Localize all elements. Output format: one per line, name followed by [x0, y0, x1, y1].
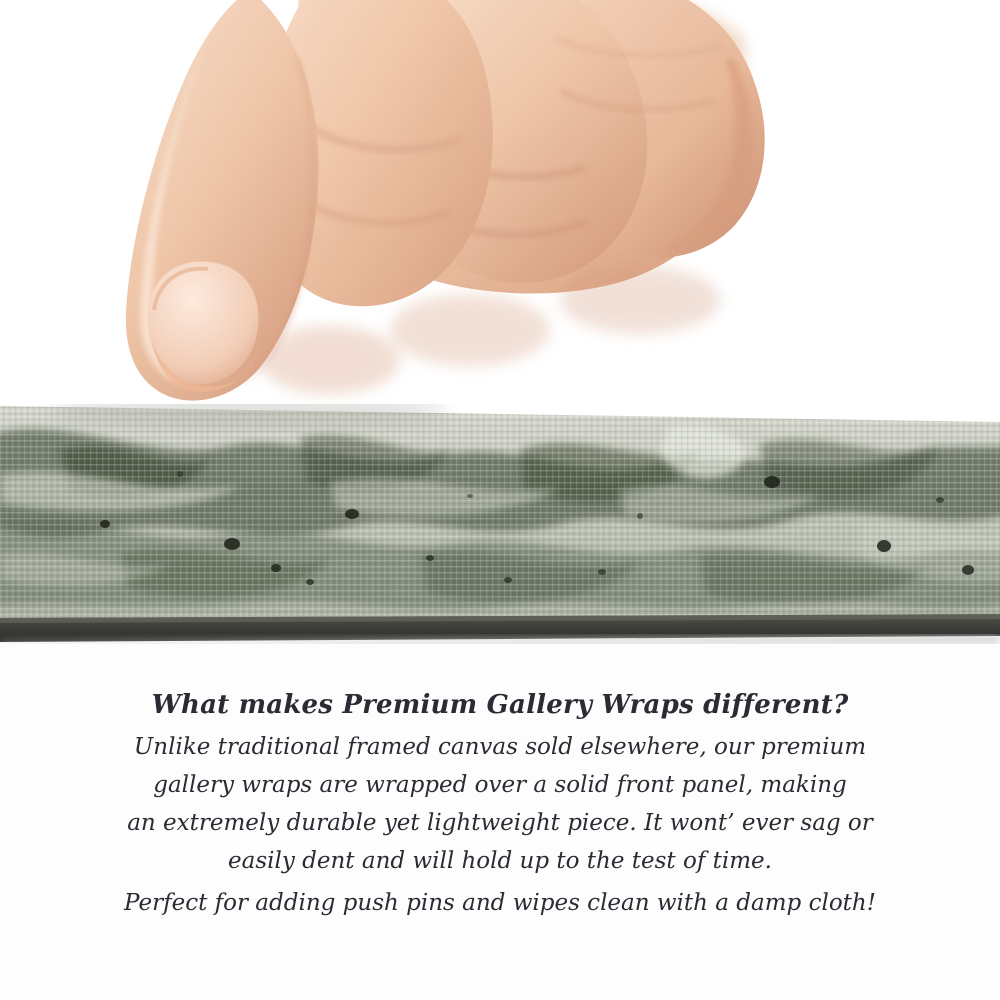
premium-gallery-wrap-edge	[0, 404, 1000, 644]
hand-photo-region	[0, 0, 1000, 420]
caption-final-line: Perfect for adding push pins and wipes clean with a damp cloth!	[124, 890, 876, 916]
canvas-weave-texture	[0, 406, 1000, 620]
caption-line-1: Unlike traditional framed canvas sold elsewhere, our premium	[133, 734, 867, 760]
caption-title: What makes Premium Gallery Wraps different?	[151, 690, 849, 720]
canvas-edge-region	[0, 404, 1000, 644]
fingertip-shadow-b	[390, 294, 550, 366]
background-right	[770, 0, 1000, 420]
caption-line-2: gallery wraps are wrapped over a solid front panel, making	[153, 772, 847, 798]
fingertip-shadow-a	[260, 326, 400, 394]
caption-line-4: easily dent and will hold up to the test of time.	[228, 848, 772, 874]
caption-line-3: an extremely durable yet lightweight piece. It wont’ ever sag or	[127, 810, 873, 836]
caption-block	[0, 690, 1000, 922]
human-hand-fingers-pressing-down	[0, 0, 1000, 420]
fingertip-shadow-c	[560, 266, 720, 334]
